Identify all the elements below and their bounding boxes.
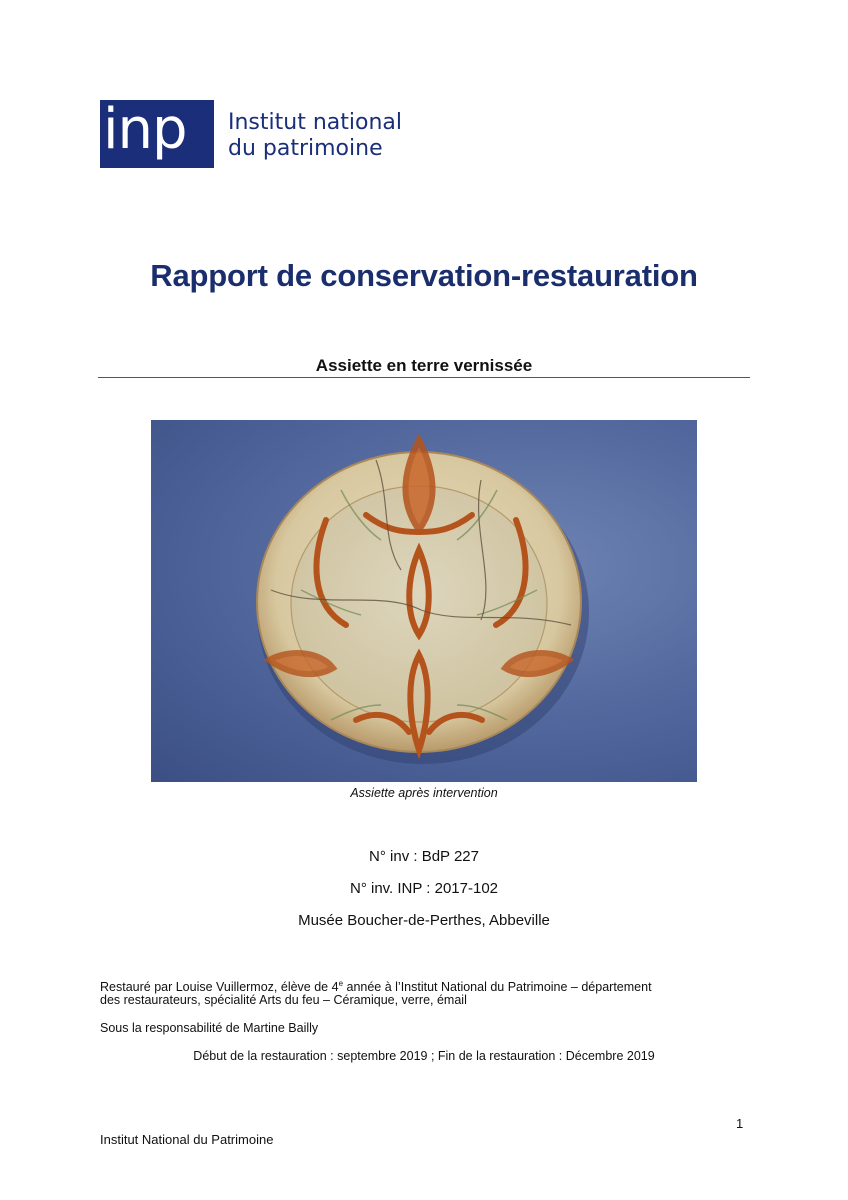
credits-text-after: année à l’Institut National du Patrimoine – département [343,980,652,995]
credits-line-2: des restaurateurs, spécialité Arts du feu – Céramique, verre, émail [100,993,467,1007]
report-title: Rapport de conservation-restauration [150,258,698,293]
credits-superscript: e [338,979,344,988]
page-number: 1 [736,1116,744,1131]
museum-name: Musée Boucher-de-Perthes, Abbeville [298,912,550,929]
logo-line-1: Institut national [228,110,402,135]
object-title: Assiette en terre vernissée [315,356,533,375]
photo-caption: Assiette après intervention [350,786,498,800]
inventory-number: N° inv : BdP 227 [369,848,479,865]
inp-inventory-number: N° inv. INP : 2017-102 [349,880,499,897]
plate-illustration [151,420,697,782]
credits-text-before: Restauré par Louise Vuillermoz, élève de 4 [100,980,339,995]
inp-logo [100,97,420,172]
logo-line-2: du patrimoine [228,136,383,161]
plate-photo [151,420,697,782]
footer-text: Institut National du Patrimoine [100,1132,274,1147]
logo-wordmark [228,110,402,162]
supervision: Sous la responsabilité de Martine Bailly [100,1021,319,1035]
restoration-dates: Début de la restauration : septembre 2019 ; Fin de la restauration : Décembre 2019 [193,1049,655,1063]
title-divider [98,377,750,378]
logo-mark: inp [100,100,214,168]
